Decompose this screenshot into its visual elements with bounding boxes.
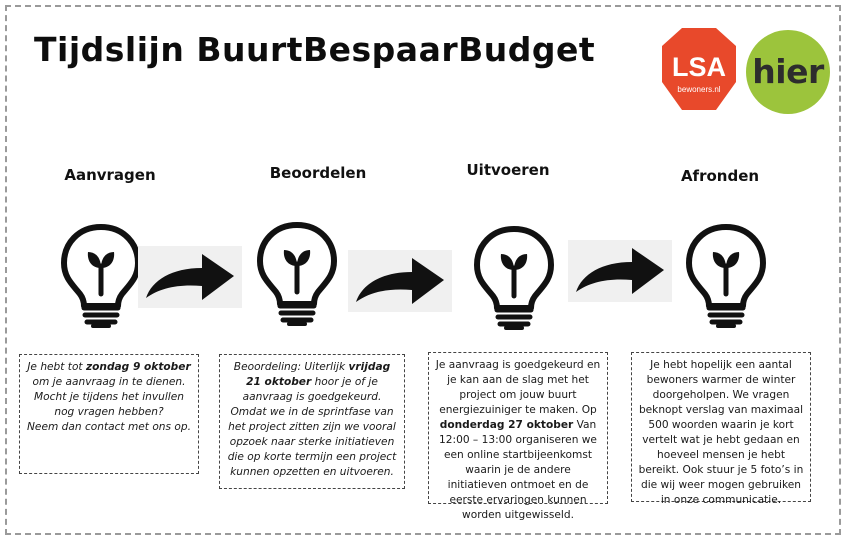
step-title-afronden: Afronden (680, 167, 760, 185)
page-title: Tijdslijn BuurtBespaarBudget (34, 30, 596, 69)
svg-text:LSA: LSA (672, 52, 726, 82)
step-description-afronden (631, 352, 811, 506)
description-text: Je hebt hopelijk een aantal bewoners warmer de winter doorgeholpen. We vragen beknopt verslag van maximaal 500 woorden waarin je kort vertelt wat je hebt gedaan en hoeveel mensen je hebt bereikt. Ook stuur je 5 foto’s in die wij weer mogen gebruiken in onze communicatie. (638, 359, 804, 506)
description-text: Je aanvraag is goedgekeurd en je kan aan de slag met het project om jouw buurt energiezuiniger te maken. Op (435, 359, 601, 416)
description-text: Beoordeling: Uiterlijk (233, 361, 349, 373)
lightbulb-icon (58, 222, 144, 330)
description-text: hoor je of je aanvraag is goedgekeurd. Omdat we in de sprintfase van het project zitten zijn we vooral opzoek naar sterke initiatieven die op korte termijn een project kunnen opzetten en uitvoeren. (227, 376, 397, 478)
arrow-right-icon (348, 250, 452, 312)
lightbulb-icon (683, 222, 769, 330)
description-text: Neem dan contact met ons op. (27, 421, 191, 433)
lightbulb-icon (471, 224, 557, 332)
step-title-aanvragen: Aanvragen (64, 166, 156, 184)
highlighted-date: vrijdag 21 oktober (246, 361, 391, 388)
step-description-beoordelen (219, 354, 405, 489)
hier-logo (746, 30, 830, 114)
step-description-aanvragen (19, 354, 199, 474)
highlighted-date: donderdag 27 oktober (439, 419, 574, 431)
arrow-right-icon (138, 246, 242, 308)
lightbulb-icon (254, 220, 340, 328)
svg-text:bewoners.nl: bewoners.nl (677, 85, 721, 94)
arrow-right-icon (568, 240, 672, 302)
hier-logo-text: hier (752, 52, 824, 91)
description-text: Van 12:00 – 13:00 organiseren we een online startbijeenkomst waarin je de andere initiatieven ontmoet en de eerste ervaringen kunnen worden uitgewisseld. (439, 419, 597, 521)
highlighted-date: zondag 9 oktober (85, 361, 191, 373)
description-text: Je hebt tot (27, 361, 86, 373)
step-title-beoordelen: Beoordelen (269, 164, 367, 182)
step-description-uitvoeren (428, 352, 608, 521)
description-text: om je aanvraag in te dienen. Mocht je tijdens het invullen nog vragen hebben? (32, 376, 186, 418)
lsa-logo (660, 26, 738, 112)
step-title-uitvoeren: Uitvoeren (466, 161, 550, 179)
